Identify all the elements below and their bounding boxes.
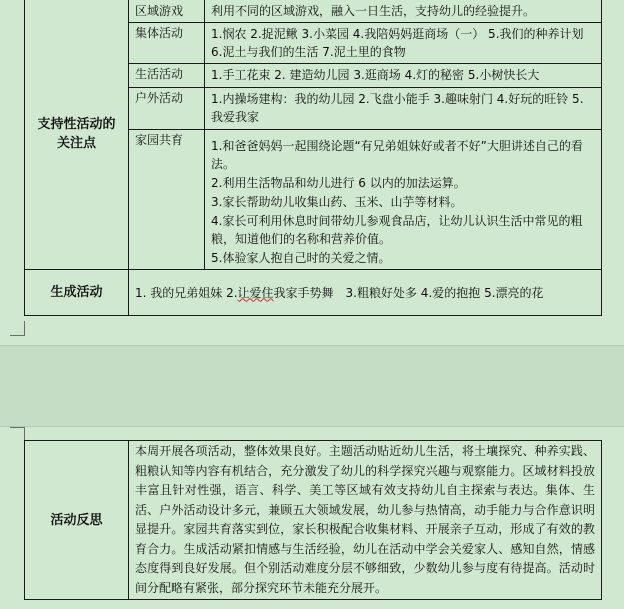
reflection-table bbox=[24, 440, 602, 600]
document-page-2 bbox=[0, 427, 624, 609]
family-item: 3.家长帮助幼儿收集山药、玉米、山芋等材料。 bbox=[211, 195, 463, 209]
page-corner-mark bbox=[10, 427, 25, 442]
reflection-section-label: 活动反思 bbox=[25, 441, 129, 600]
generate-text-prefix: 1. 我的兄弟姐妹 2. bbox=[135, 285, 238, 300]
category-cell: 区域游戏 bbox=[129, 0, 205, 23]
generate-content-cell bbox=[129, 270, 602, 316]
focus-label-text: 支持性活动的关注点 bbox=[37, 116, 116, 151]
table-row bbox=[25, 270, 602, 316]
generate-text-suffix: 我家手势舞 3.粗粮好处多 4.爱的抱抱 5.漂亮的花 bbox=[273, 285, 544, 300]
reflection-content-cell: 本周开展各项活动，整体效果良好。主题活动贴近幼儿生活，将土壤探究、种养实践、粗粮认知等内容有机结合，充分激发了幼儿的科学探究兴趣与观察能力。区域材料投放丰富且针对性强，语言、科学、美工等区域有效支持幼儿自主探索与表达。集体、生活、户外活动设计多元，兼顾五大领域发展，幼儿参与热情高，动手能力与合作意识明显提升。家园共育落实到位，家长积极配合收集材料、开展亲子互动，形成了有效的教育合力。生成活动紧扣情感与生活经验，幼儿在活动中学会关爱家人、感知自然，情感态度得到良好发展。但个别活动难度分层不够细致，少数幼儿参与度有待提高。活动时间分配略有紧张，部分探究环节未能充分展开。 bbox=[129, 441, 602, 600]
content-cell: 利用不同的区域游戏，融入一日生活，支持幼儿的经验提升。 bbox=[205, 0, 602, 23]
focus-section-label bbox=[25, 0, 129, 270]
table-row bbox=[25, 441, 602, 600]
content-cell: 1.悯农 2.捉泥鳅 3.小菜园 4.我陪妈妈逛商场（一） 5.我们的种养计划 6.泥土与我们的生活 7.泥土里的食物 bbox=[205, 23, 602, 64]
content-cell: 1.内操场建构：我的幼儿园 2.飞盘小能手 3.趣味射门 4.好玩的旺铃 5.我爱我家 bbox=[205, 88, 602, 130]
family-item: 2.利用生活物品和幼儿进行 6 以内的加法运算。 bbox=[211, 176, 466, 190]
content-cell: 1.手工花束 2. 建造幼儿园 3.逛商场 4.灯的秘密 5.小树快长大 bbox=[205, 64, 602, 88]
plan-table bbox=[24, 0, 602, 316]
generate-section-label: 生成活动 bbox=[25, 270, 129, 316]
category-cell: 生活活动 bbox=[129, 64, 205, 88]
page-corner-mark bbox=[10, 321, 25, 336]
family-content-cell bbox=[205, 130, 602, 270]
page-edge bbox=[0, 345, 624, 346]
category-cell: 集体活动 bbox=[129, 23, 205, 64]
page-gap bbox=[0, 345, 624, 427]
table-row bbox=[25, 0, 602, 23]
family-item: 1.和爸爸妈妈一起围绕论题“有兄弟姐妹好或者不好”大胆讲述自己的看法。 bbox=[211, 139, 583, 171]
category-cell: 家园共育 bbox=[129, 130, 205, 270]
category-cell: 户外活动 bbox=[129, 88, 205, 130]
spellcheck-flagged-text: 让爱住 bbox=[237, 285, 274, 300]
family-item: 5.体验家人抱自己时的关爱之情。 bbox=[211, 251, 391, 265]
family-item: 4.家长可利用休息时间带幼儿参观食品店，让幼儿认识生活中常见的粗粮，知道他们的名称和营养价值。 bbox=[211, 214, 583, 246]
